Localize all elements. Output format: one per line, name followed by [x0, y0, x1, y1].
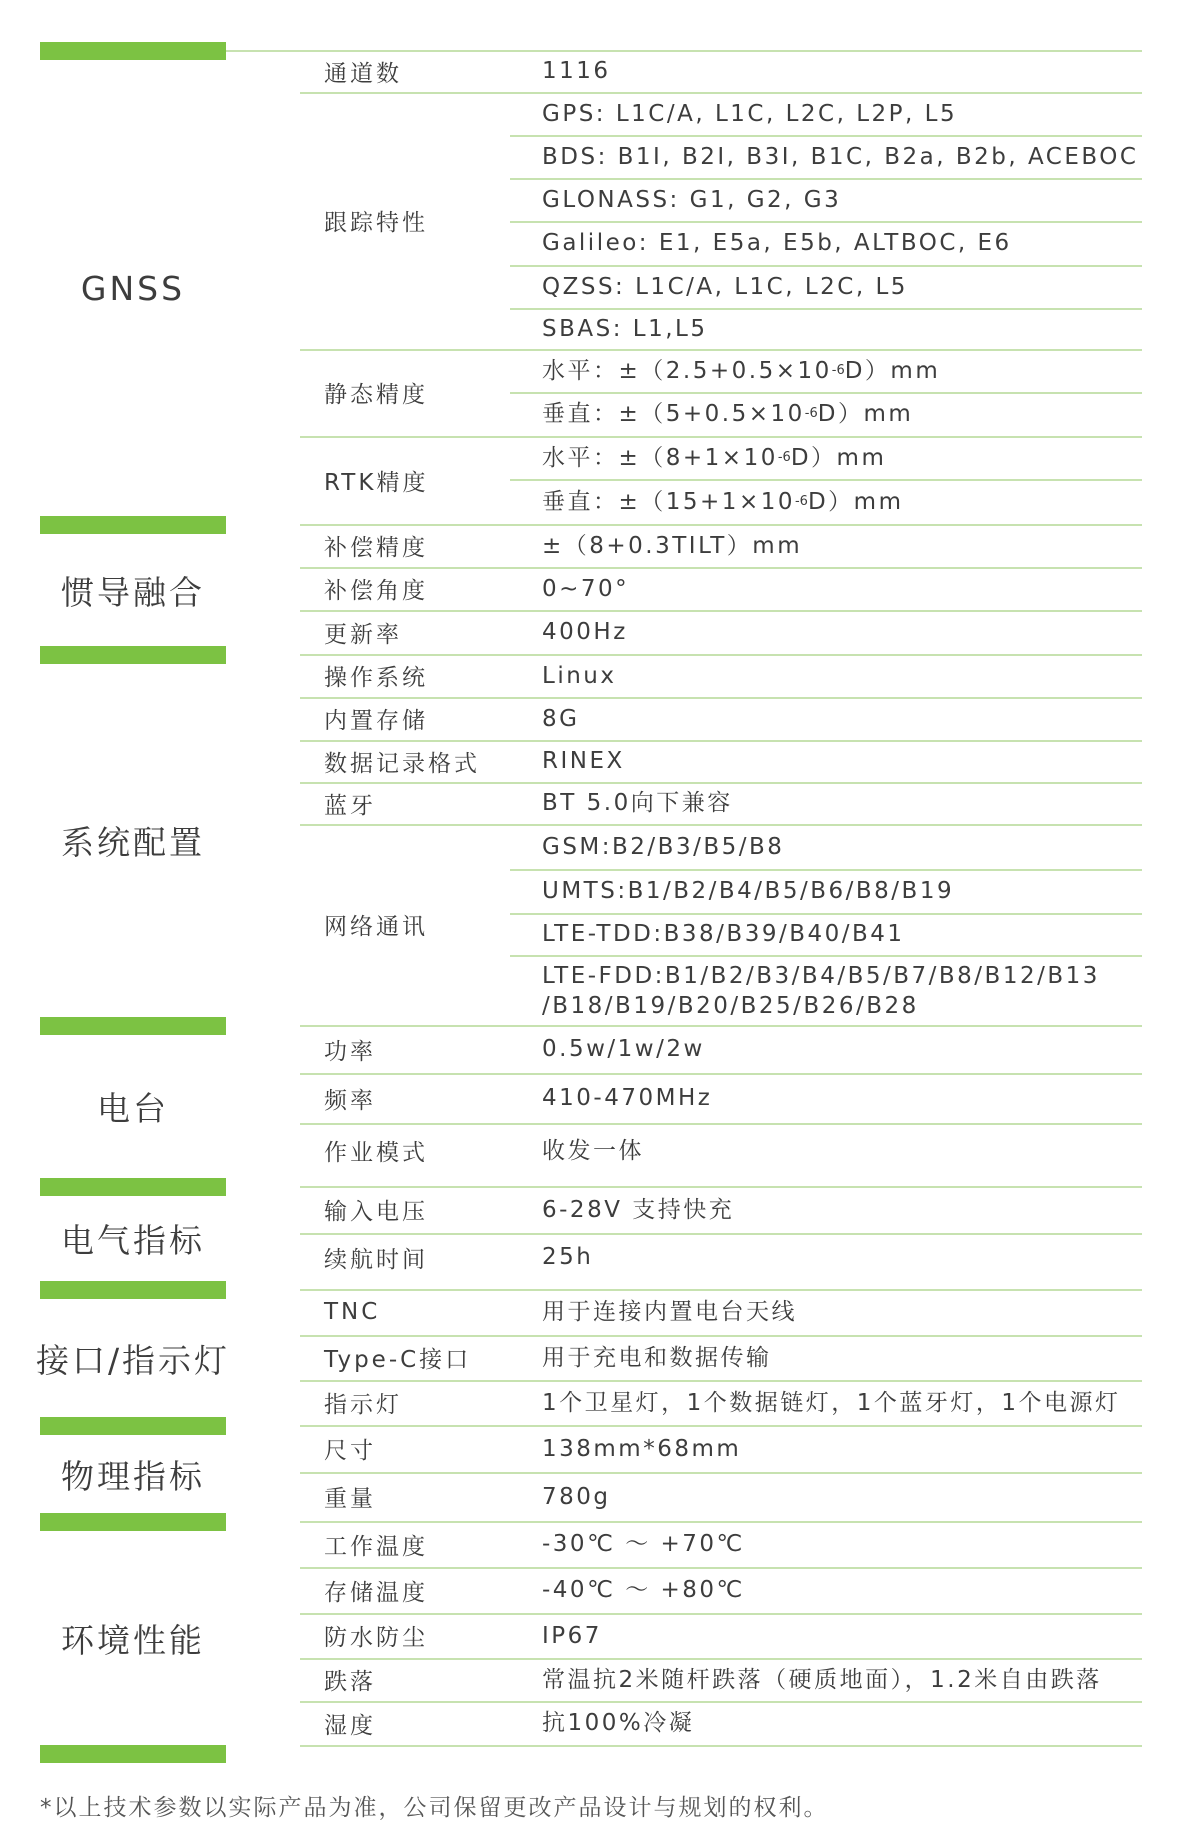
spec-value: BDS: B1I, B2I, B3I, B1C, B2a, B2b, ACEBOC — [542, 143, 1139, 170]
spec-label: 补偿角度 — [324, 578, 428, 604]
spec-label: 尺寸 — [324, 1438, 376, 1464]
spec-value-line: LTE-FDD:B1/B2/B3/B4/B5/B7/B8/B12/B13 — [542, 963, 1100, 989]
spec-value: 400Hz — [542, 619, 628, 645]
spec-label: 蓝牙 — [324, 792, 376, 819]
spec-label: 操作系统 — [324, 665, 428, 691]
spec-value: 抗100%冷凝 — [542, 1710, 695, 1736]
spec-value: GLONASS: G1, G2, G3 — [542, 186, 842, 213]
footnote: *以上技术参数以实际产品为准，公司保留更改产品设计与规划的权利。 — [40, 1794, 829, 1821]
spec-value: LTE-TDD:B38/B39/B40/B41 — [542, 921, 905, 947]
row-divider — [300, 610, 1142, 612]
spec-value-unit: D）mm — [790, 444, 887, 471]
spec-label: 通道数 — [324, 60, 402, 87]
green-section-bar — [40, 646, 226, 664]
spec-value: ±（8+0.3TILT）mm — [542, 532, 803, 559]
spec-label: 补偿精度 — [324, 535, 428, 561]
bottom-rule — [300, 1745, 1142, 1747]
spec-value: 780g — [542, 1483, 611, 1510]
spec-value: -40℃ ～ +80℃ — [542, 1577, 745, 1603]
spec-value-unit: D）mm — [844, 357, 941, 384]
spec-value: Linux — [542, 662, 617, 689]
section-divider — [300, 1025, 1142, 1027]
spec-value: 0~70° — [542, 575, 630, 602]
green-section-bar — [40, 1178, 226, 1196]
exponent: -6 — [804, 406, 818, 421]
spec-label: 输入电压 — [324, 1199, 428, 1225]
spec-label: 频率 — [324, 1087, 376, 1114]
spec-label: 功率 — [324, 1038, 376, 1065]
spec-label: 作业模式 — [324, 1140, 428, 1166]
spec-value — [542, 955, 1100, 1031]
spec-value: 138mm*68mm — [542, 1435, 742, 1462]
spec-value: 常温抗2米随杆跌落（硬质地面），1.2米自由跌落 — [542, 1666, 1102, 1693]
spec-value-unit: D）mm — [807, 488, 904, 515]
spec-label: 湿度 — [324, 1712, 376, 1739]
section-title: 系统配置 — [61, 823, 205, 862]
spec-label: 更新率 — [324, 621, 402, 648]
spec-label: Type-C接口 — [324, 1347, 472, 1373]
spec-label: TNC — [324, 1299, 381, 1325]
spec-value: 1116 — [542, 58, 611, 84]
row-divider — [300, 1073, 1142, 1075]
spec-label: 静态精度 — [324, 382, 428, 408]
spec-value: 用于连接内置电台天线 — [542, 1299, 797, 1325]
section-title: 电台 — [97, 1089, 169, 1128]
spec-value: 0.5w/1w/2w — [542, 1036, 705, 1062]
spec-value: Galileo: E1, E5a, E5b, ALTBOC, E6 — [542, 230, 1012, 256]
spec-label: 存储温度 — [324, 1579, 428, 1606]
spec-value: 1个卫星灯，1个数据链灯，1个蓝牙灯，1个电源灯 — [542, 1389, 1121, 1416]
spec-value — [542, 392, 913, 436]
spec-value — [542, 349, 940, 392]
spec-value: 25h — [542, 1244, 594, 1270]
spec-value: RINEX — [542, 748, 625, 774]
spec-value: 410-470MHz — [542, 1085, 713, 1111]
green-section-bar — [40, 1017, 226, 1035]
spec-value: QZSS: L1C/A, L1C, L2C, L5 — [542, 273, 908, 300]
exponent: -6 — [777, 449, 791, 465]
exponent: -6 — [831, 362, 845, 378]
green-section-bar — [40, 1745, 226, 1763]
exponent: -6 — [794, 493, 808, 509]
section-title: 物理指标 — [61, 1456, 205, 1496]
spec-label: 重量 — [324, 1486, 376, 1512]
spec-label: RTK精度 — [324, 469, 429, 496]
spec-value — [542, 479, 903, 524]
green-section-bar — [40, 1281, 226, 1299]
spec-value-main: 垂直：±（5+0.5×10 — [542, 401, 805, 427]
spec-value: GSM:B2/B3/B5/B8 — [542, 833, 785, 860]
spec-label: 内置存储 — [324, 708, 428, 734]
green-section-bar — [40, 1417, 226, 1435]
spec-value — [542, 436, 886, 479]
spec-label: 续航时间 — [324, 1246, 428, 1273]
spec-label: 跌落 — [324, 1669, 376, 1695]
spec-value: GPS: L1C/A, L1C, L2C, L2P, L5 — [542, 100, 958, 127]
section-title: 接口/指示灯 — [35, 1340, 231, 1380]
spec-value-main: 水平：±（8+1×10 — [542, 444, 778, 471]
section-title: 环境性能 — [61, 1620, 205, 1660]
spec-value: -30℃ ～ +70℃ — [542, 1531, 745, 1557]
spec-label: 指示灯 — [324, 1392, 402, 1418]
spec-value-line: /B18/B19/B20/B25/B26/B28 — [542, 993, 919, 1019]
spec-value: 6-28V 支持快充 — [542, 1196, 735, 1223]
spec-value: BT 5.0向下兼容 — [542, 790, 733, 816]
spec-value: 收发一体 — [542, 1137, 644, 1164]
row-divider — [300, 1701, 1142, 1703]
spec-value-unit: D）mm — [817, 401, 914, 427]
green-section-bar — [40, 516, 226, 534]
spec-value: UMTS:B1/B2/B4/B5/B6/B8/B19 — [542, 878, 955, 904]
spec-label: 工作温度 — [324, 1533, 428, 1560]
section-title: GNSS — [80, 268, 186, 308]
spec-label: 数据记录格式 — [324, 750, 480, 777]
spec-label: 防水防尘 — [324, 1625, 428, 1651]
spec-label: 网络通讯 — [324, 914, 428, 940]
spec-value: 用于充电和数据传输 — [542, 1344, 772, 1371]
spec-value: 8G — [542, 705, 580, 732]
row-divider — [300, 1472, 1142, 1474]
spec-label: 跟踪特性 — [324, 210, 428, 236]
spec-value: SBAS: L1,L5 — [542, 315, 708, 342]
spec-value-main: 水平：±（2.5+0.5×10 — [542, 357, 832, 384]
green-section-bar — [40, 42, 226, 60]
section-title: 电气指标 — [61, 1221, 205, 1260]
section-title: 惯导融合 — [61, 572, 205, 612]
spec-value: IP67 — [542, 1622, 602, 1649]
spec-value-main: 垂直：±（15+1×10 — [542, 488, 795, 515]
green-section-bar — [40, 1513, 226, 1531]
